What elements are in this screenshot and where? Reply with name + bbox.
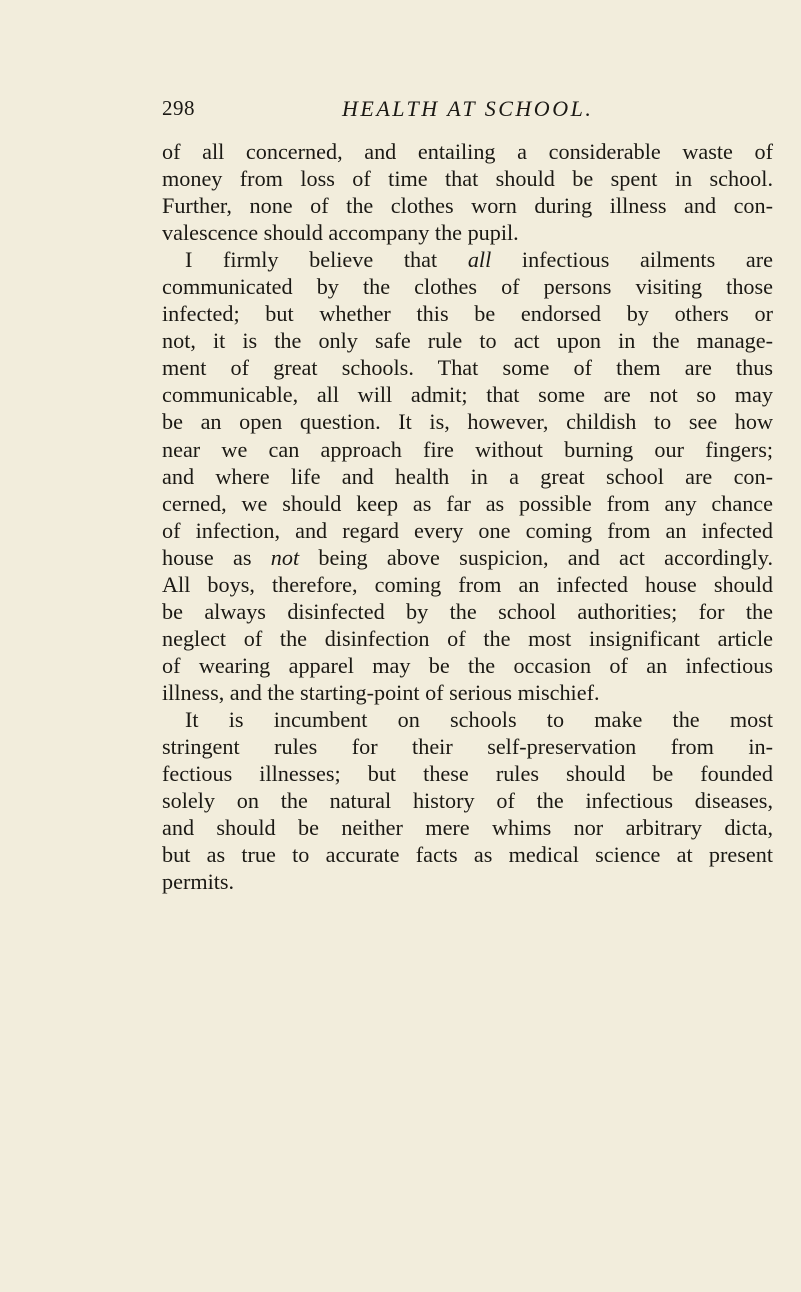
running-head xyxy=(162,96,772,126)
text-line: money from loss of time that should be spent in school. xyxy=(162,166,773,192)
running-title: HEALTH AT SCHOOL. xyxy=(342,96,594,121)
text-line: neglect of the disinfection of the most insignificant article xyxy=(162,625,773,651)
text-line: and where life and health in a great school are con- xyxy=(162,463,773,489)
text-line: of all concerned, and entailing a considerable waste of xyxy=(162,139,773,164)
text-line: It is incumbent on schools to make the most xyxy=(185,706,773,732)
text-line: All boys, therefore, coming from an infected house should xyxy=(162,571,773,597)
text-line: communicable, all will admit; that some are not so may xyxy=(162,382,773,408)
paragraph-2 xyxy=(162,246,773,706)
emphasis-not: not xyxy=(270,544,300,570)
text-line: fectious illnesses; but these rules should be founded xyxy=(162,761,773,787)
text-line xyxy=(162,544,773,571)
text-line: ment of great schools. That some of them are thus xyxy=(162,355,773,381)
text-line: infected; but whether this be endorsed by others or xyxy=(162,301,773,327)
text-line: and should be neither mere whims nor arbitrary dicta, xyxy=(162,815,773,841)
page-number: 298 xyxy=(162,96,195,120)
text-line: be always disinfected by the school authorities; for the xyxy=(162,598,773,624)
text-fragment: house as xyxy=(162,544,271,570)
text-fragment: infectious ailments are xyxy=(491,247,773,273)
text-line: not, it is the only safe rule to act upon in the manage- xyxy=(162,328,773,354)
paragraph-3 xyxy=(162,706,773,895)
paragraph-1 xyxy=(162,138,773,246)
text-line: of infection, and regard every one coming from an infected xyxy=(162,517,773,543)
text-line: illness, and the starting-point of serious mischief. xyxy=(162,679,600,705)
text-line: cerned, we should keep as far as possible from any chance xyxy=(162,490,773,516)
text-line: stringent rules for their self-preservation from in- xyxy=(162,734,773,760)
text-line: but as true to accurate facts as medical science at present xyxy=(162,842,773,868)
text-line: Further, none of the clothes worn during illness and con- xyxy=(162,193,773,219)
text-line: near we can approach fire without burning our fingers; xyxy=(162,436,773,462)
text-line: solely on the natural history of the infectious diseases, xyxy=(162,788,773,814)
emphasis-all: all xyxy=(467,247,492,273)
text-line: of wearing apparel may be the occasion of an infectious xyxy=(162,652,773,678)
text-line: permits. xyxy=(162,869,235,895)
text-fragment: being above suspicion, and act accordingly. xyxy=(299,544,773,570)
text-line: communicated by the clothes of persons visiting those xyxy=(162,274,773,300)
text-line: be an open question. It is, however, childish to see how xyxy=(162,409,773,435)
text-fragment: I firmly believe that xyxy=(185,247,468,273)
text-line xyxy=(162,246,773,273)
text-line: valescence should accompany the pupil. xyxy=(162,220,519,246)
body-text xyxy=(162,138,773,895)
